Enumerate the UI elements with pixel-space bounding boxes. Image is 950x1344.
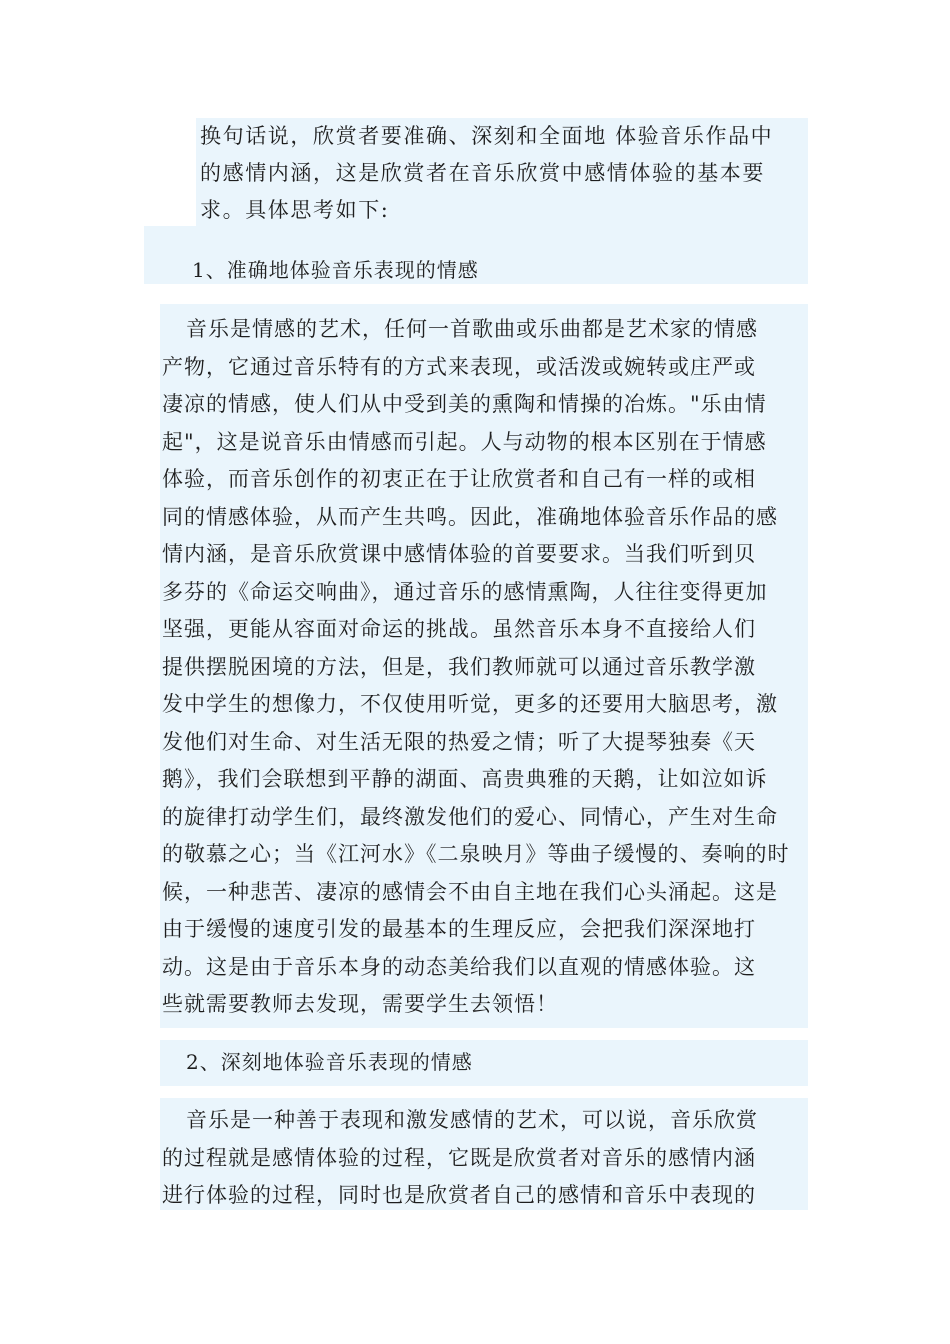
section1-line: 坚强，更能从容面对命运的挑战。虽然音乐本身不直接给人们 bbox=[162, 617, 756, 641]
section2-line: 的过程就是感情体验的过程，它既是欣赏者对音乐的感情内涵 bbox=[162, 1145, 756, 1170]
section1-heading: 1、准确地体验音乐表现的情感 bbox=[192, 258, 479, 282]
section1-line: 起"，这是说音乐由情感而引起。人与动物的根本区别在于情感 bbox=[162, 429, 767, 454]
section1-line: 些就需要教师去发现，需要学生去领悟！ bbox=[162, 992, 558, 1016]
intro-line: 求。具体思考如下: bbox=[200, 198, 390, 222]
section1-line: 体验，而音乐创作的初衷正在于让欣赏者和自己有一样的或相 bbox=[162, 467, 756, 491]
section1-line: 动。这是由于音乐本身的动态美给我们以直观的情感体验。这 bbox=[162, 954, 756, 979]
section1-line: 由于缓慢的速度引发的最基本的生理反应，会把我们深深地打 bbox=[162, 917, 756, 941]
section1-line: 同的情感体验，从而产生共鸣。因此，准确地体验音乐作品的感 bbox=[162, 504, 778, 529]
section1-line: 凄凉的情感，使人们从中受到美的熏陶和情操的冶炼。"乐由情 bbox=[162, 392, 767, 416]
section1-line: 音乐是情感的艺术，任何一首歌曲或乐曲都是艺术家的情感 bbox=[186, 317, 758, 341]
section1-line: 的敬慕之心；当《江河水》《二泉映月》等曲子缓慢的、奏响的时 bbox=[162, 842, 790, 866]
section1-line: 候，一种悲苦、凄凉的感情会不由自主地在我们心头涌起。这是 bbox=[162, 879, 778, 904]
section2-line: 音乐是一种善于表现和激发感情的艺术，可以说，音乐欣赏 bbox=[186, 1108, 758, 1132]
section1-line: 提供摆脱困境的方法，但是，我们教师就可以通过音乐教学激 bbox=[162, 654, 756, 679]
section2-heading: 2、深刻地体验音乐表现的情感 bbox=[186, 1050, 473, 1074]
intro-line: 的感情内涵，这是欣赏者在音乐欣赏中感情体验的基本要 bbox=[200, 161, 765, 185]
section2-line: 进行体验的过程，同时也是欣赏者自己的感情和音乐中表现的 bbox=[162, 1183, 756, 1207]
section1-line: 的旋律打动学生们，最终激发他们的爱心、同情心，产生对生命 bbox=[162, 804, 778, 829]
section1-line: 产物，它通过音乐特有的方式来表现，或活泼或婉转或庄严或 bbox=[162, 354, 756, 379]
intro-line: 换句话说，欣赏者要准确、深刻和全面地 体验音乐作品中 bbox=[200, 124, 774, 148]
section1-line: 发中学生的想像力，不仅使用听觉，更多的还要用大脑思考，激 bbox=[162, 692, 778, 716]
section1-line: 情内涵，是音乐欣赏课中感情体验的首要要求。当我们听到贝 bbox=[162, 542, 756, 566]
section1-line: 发他们对生命、对生活无限的热爱之情；听了大提琴独奏《天 bbox=[162, 729, 756, 754]
section1-line: 多芬的《命运交响曲》，通过音乐的感情熏陶，人往往变得更加 bbox=[162, 579, 768, 604]
section1-line: 鹅》，我们会联想到平静的湖面、高贵典雅的天鹅，让如泣如诉 bbox=[162, 767, 768, 791]
